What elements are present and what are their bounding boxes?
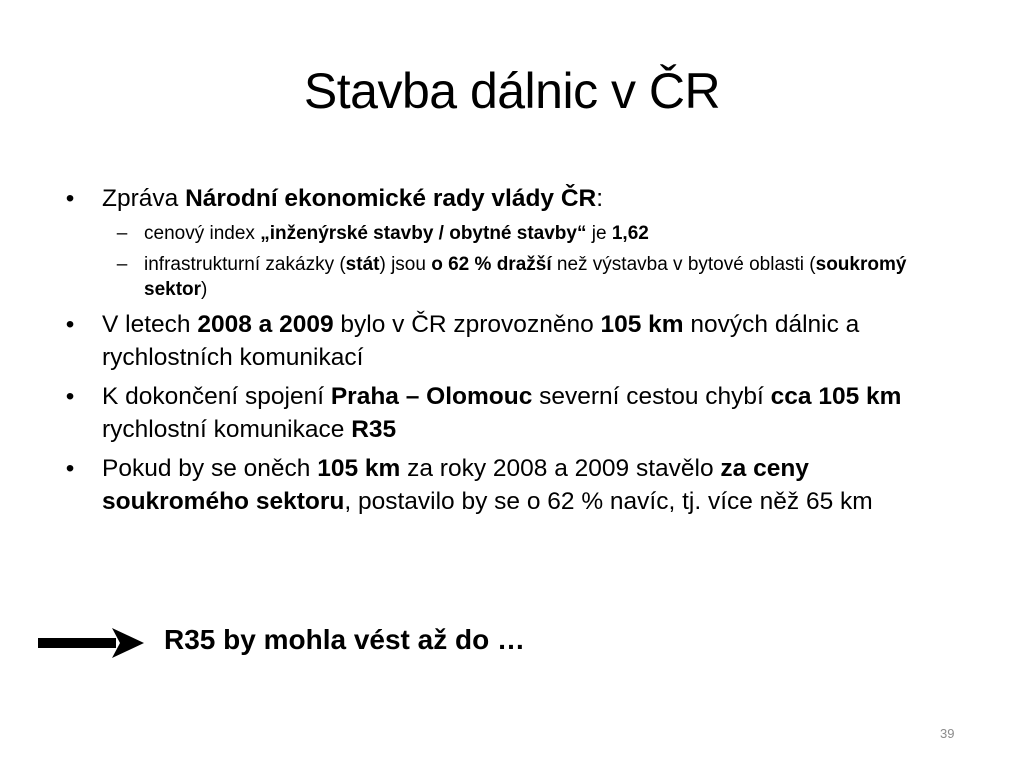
bullet-text-bold: Praha – Olomouc (330, 383, 533, 410)
sub-bullet-text-bold: stát (345, 254, 380, 275)
bullet-text: rychlostní komunikace (102, 416, 352, 443)
sub-bullet-text: ) (201, 279, 208, 300)
page-number: 39 (940, 726, 955, 741)
bullet-marker: • (65, 311, 75, 338)
bullet-item (60, 182, 960, 215)
bullet-text-bold: 105 km (600, 311, 684, 338)
sub-bullet-item (60, 221, 960, 246)
conclusion-row (38, 620, 938, 670)
bullet-text-bold: za ceny soukromého sektoru (102, 455, 809, 515)
sub-bullet-marker: – (116, 254, 128, 275)
bullet-text: za roky 2008 a 2009 stavělo (400, 455, 721, 482)
bullet-item (60, 380, 960, 446)
bullet-marker: • (65, 383, 75, 410)
conclusion-text: R35 by mohla vést až do … (164, 624, 525, 655)
sub-bullet-item (60, 252, 960, 302)
sub-bullet-text: infrastrukturní zakázky ( (144, 254, 346, 275)
bullet-text: K dokončení spojení (102, 383, 331, 410)
bullet-marker: • (65, 455, 75, 482)
bullet-item (60, 308, 960, 374)
bullet-text: nových dálnic a rychlostních komunikací (102, 311, 860, 371)
slide-title: Stavba dálnic v ČR (303, 63, 721, 119)
sub-bullet-marker: – (116, 223, 128, 244)
bullet-text-bold: 105 km (317, 455, 401, 482)
sub-bullet-text: ) jsou (379, 254, 432, 275)
bullet-text: : (596, 185, 604, 212)
bullet-item (60, 452, 960, 518)
sub-bullet-text-bold: 1,62 (611, 223, 649, 244)
bullet-text-bold: 2008 a 2009 (197, 311, 334, 338)
bullet-text: severní cestou chybí (532, 383, 771, 410)
sub-bullet-text: cenový index (144, 223, 261, 244)
bullet-text-bold: cca 105 km (770, 383, 902, 410)
sub-bullet-text-bold: „inženýrské stavby / obytné stavby“ (260, 223, 587, 244)
right-arrow-icon (38, 628, 144, 658)
bullet-text: Pokud by se oněch (102, 455, 318, 482)
bullet-text: Zpráva (102, 185, 186, 212)
bullet-marker: • (65, 185, 75, 212)
bullet-text-bold: R35 (351, 416, 397, 443)
bullet-text: bylo v ČR zprovozněno (333, 311, 601, 338)
bullet-list (60, 182, 960, 524)
bullet-text: , postavilo by se o 62 % navíc, tj. více něž 65 km (344, 488, 873, 515)
sub-bullet-text: je (586, 223, 612, 244)
sub-bullet-text: než výstavba v bytové oblasti ( (551, 254, 816, 275)
sub-bullet-text-bold: soukromý sektor (144, 254, 907, 300)
sub-bullet-text-bold: o 62 % dražší (431, 254, 552, 275)
bullet-text: V letech (102, 311, 198, 338)
bullet-text-bold: Národní ekonomické rady vlády ČR (185, 185, 597, 212)
